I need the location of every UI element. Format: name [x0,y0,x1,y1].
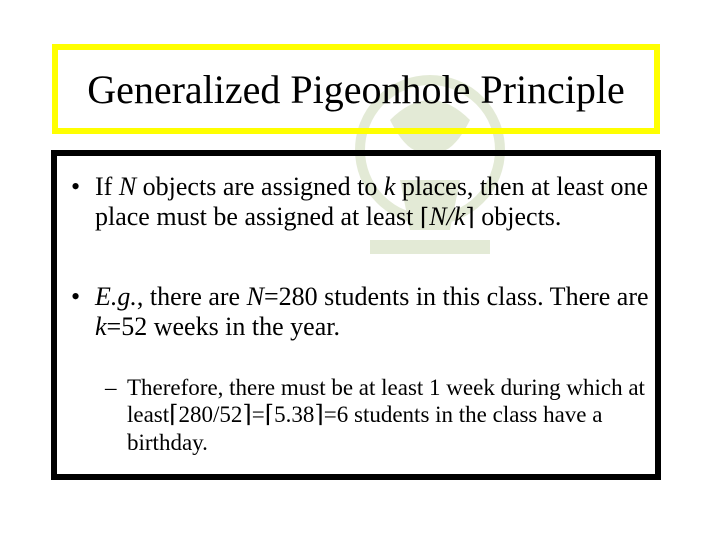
bullet-2 [71,282,651,342]
sub-bullet [105,374,653,456]
bullet-2-text: E.g., there are N=280 students in this class. There are k=52 weeks in the year. [95,282,649,341]
slide-title: Generalized Pigeonhole Principle [87,66,625,112]
sub-bullet-marker: – [105,375,117,400]
bullet-1 [71,172,651,233]
content-box [51,150,661,480]
bullet-marker: • [71,282,81,311]
title-box [52,44,660,134]
sub-bullet-text: Therefore, there must be at least 1 week during which at least⌈280/52⌉=⌈5.38⌉=6 students in the class have a birthday. [127,375,645,455]
bullet-1-text: If N objects are assigned to k places, then at least one place must be assigned at least ⌈N/k⌉ objects. [95,172,649,231]
bullet-marker: • [71,172,81,201]
